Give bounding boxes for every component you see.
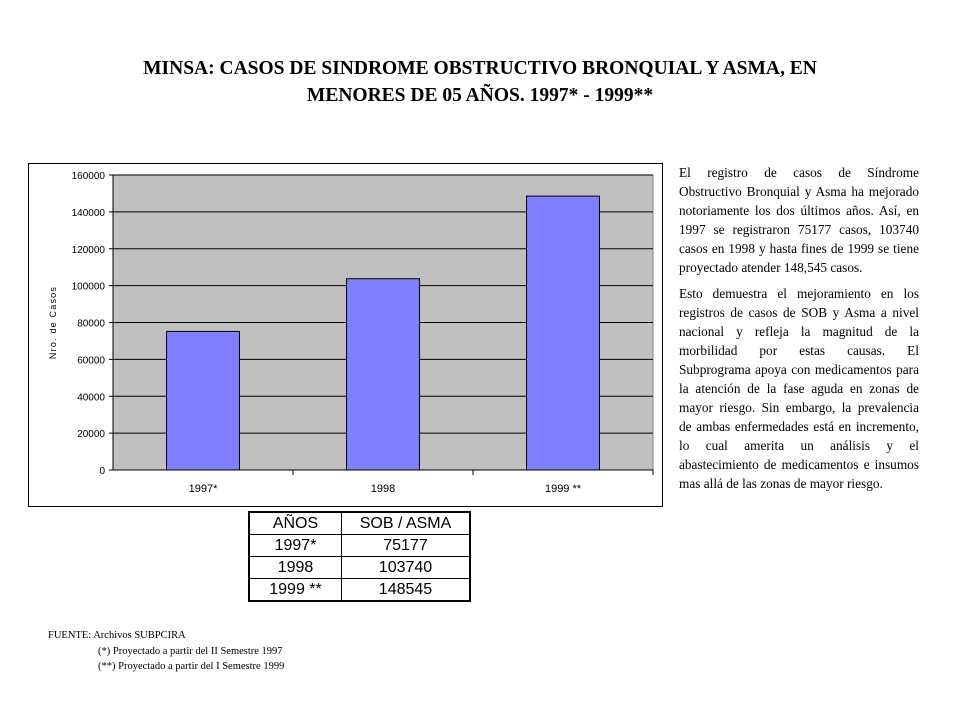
- source-line: FUENTE: Archivos SUBPCIRA: [48, 630, 186, 641]
- y-tick-label: 60000: [77, 355, 105, 367]
- table-cell-year: 1999 **: [249, 579, 342, 602]
- y-tick-label: 20000: [77, 429, 105, 441]
- description-text: [679, 163, 919, 500]
- paragraph-1: El registro de casos de Síndrome Obstructivo Bronquial y Asma ha mejorado notoriamente los dos últimos años. Así, en 1997 se registraron 75177 casos, 103740 casos en 1998 y hasta fines de 1999 se tiene proyectado atender 148,545 casos.: [679, 165, 919, 275]
- chart-svg: [29, 164, 662, 506]
- bar: [347, 279, 420, 470]
- table-cell-year: 1997*: [249, 535, 342, 557]
- table-header-row: [249, 512, 470, 535]
- title-line-1: MINSA: CASOS DE SINDROME OBSTRUCTIVO BRONQUIAL Y ASMA, EN: [143, 58, 817, 79]
- source-note-1: (*) Proyectado a partir del II Semestre 1997: [98, 645, 283, 657]
- source-notes: [48, 628, 284, 675]
- y-tick-label: 100000: [71, 281, 105, 293]
- bar: [527, 196, 600, 470]
- x-tick-label: 1997*: [188, 483, 218, 495]
- title-line-2: MENORES DE 05 AÑOS. 1997* - 1999**: [306, 85, 654, 106]
- bar: [167, 331, 240, 470]
- table-header-sob-asma: SOB / ASMA: [342, 512, 471, 535]
- y-tick-label: 80000: [77, 318, 105, 330]
- table-row: [249, 557, 470, 579]
- bar-chart: [28, 163, 663, 507]
- y-tick-label: 120000: [71, 244, 105, 256]
- y-tick-label: 0: [99, 466, 105, 477]
- source-note-2: (**) Proyectado a partir del I Semestre 1999: [98, 661, 285, 672]
- y-tick-label: 40000: [77, 392, 105, 404]
- x-tick-label: 1998: [370, 483, 396, 495]
- x-tick-label: 1999 **: [544, 483, 582, 495]
- table-row: [249, 535, 470, 557]
- y-tick-label: 160000: [71, 171, 105, 182]
- y-tick-label: 140000: [71, 207, 105, 219]
- paragraph-2: Esto demuestra el mejoramiento en los registros de casos de SOB y Asma a nivel nacional y refleja la magnitud de la morbilidad por estas causas. El Subprograma apoya con medicamentos para la atención de la fase aguda en zonas de mayor riesgo. Sin embargo, la prevalencia de ambas enfermedades está en incremento, lo cual amerita un análisis y el abastecimiento de medicamentos e insumos mas allá de las zonas de mayor riesgo.: [679, 286, 919, 491]
- table-cell-year: 1998: [249, 557, 342, 579]
- table-cell-cases: 103740: [342, 557, 471, 579]
- table-cell-cases: 148545: [342, 579, 471, 602]
- y-axis-label: Nro. de Casos: [48, 285, 58, 360]
- page-title: [60, 55, 900, 109]
- data-table: [248, 511, 471, 602]
- table-cell-cases: 75177: [342, 535, 471, 557]
- table-row: [249, 579, 470, 602]
- table-header-years: AÑOS: [249, 512, 342, 535]
